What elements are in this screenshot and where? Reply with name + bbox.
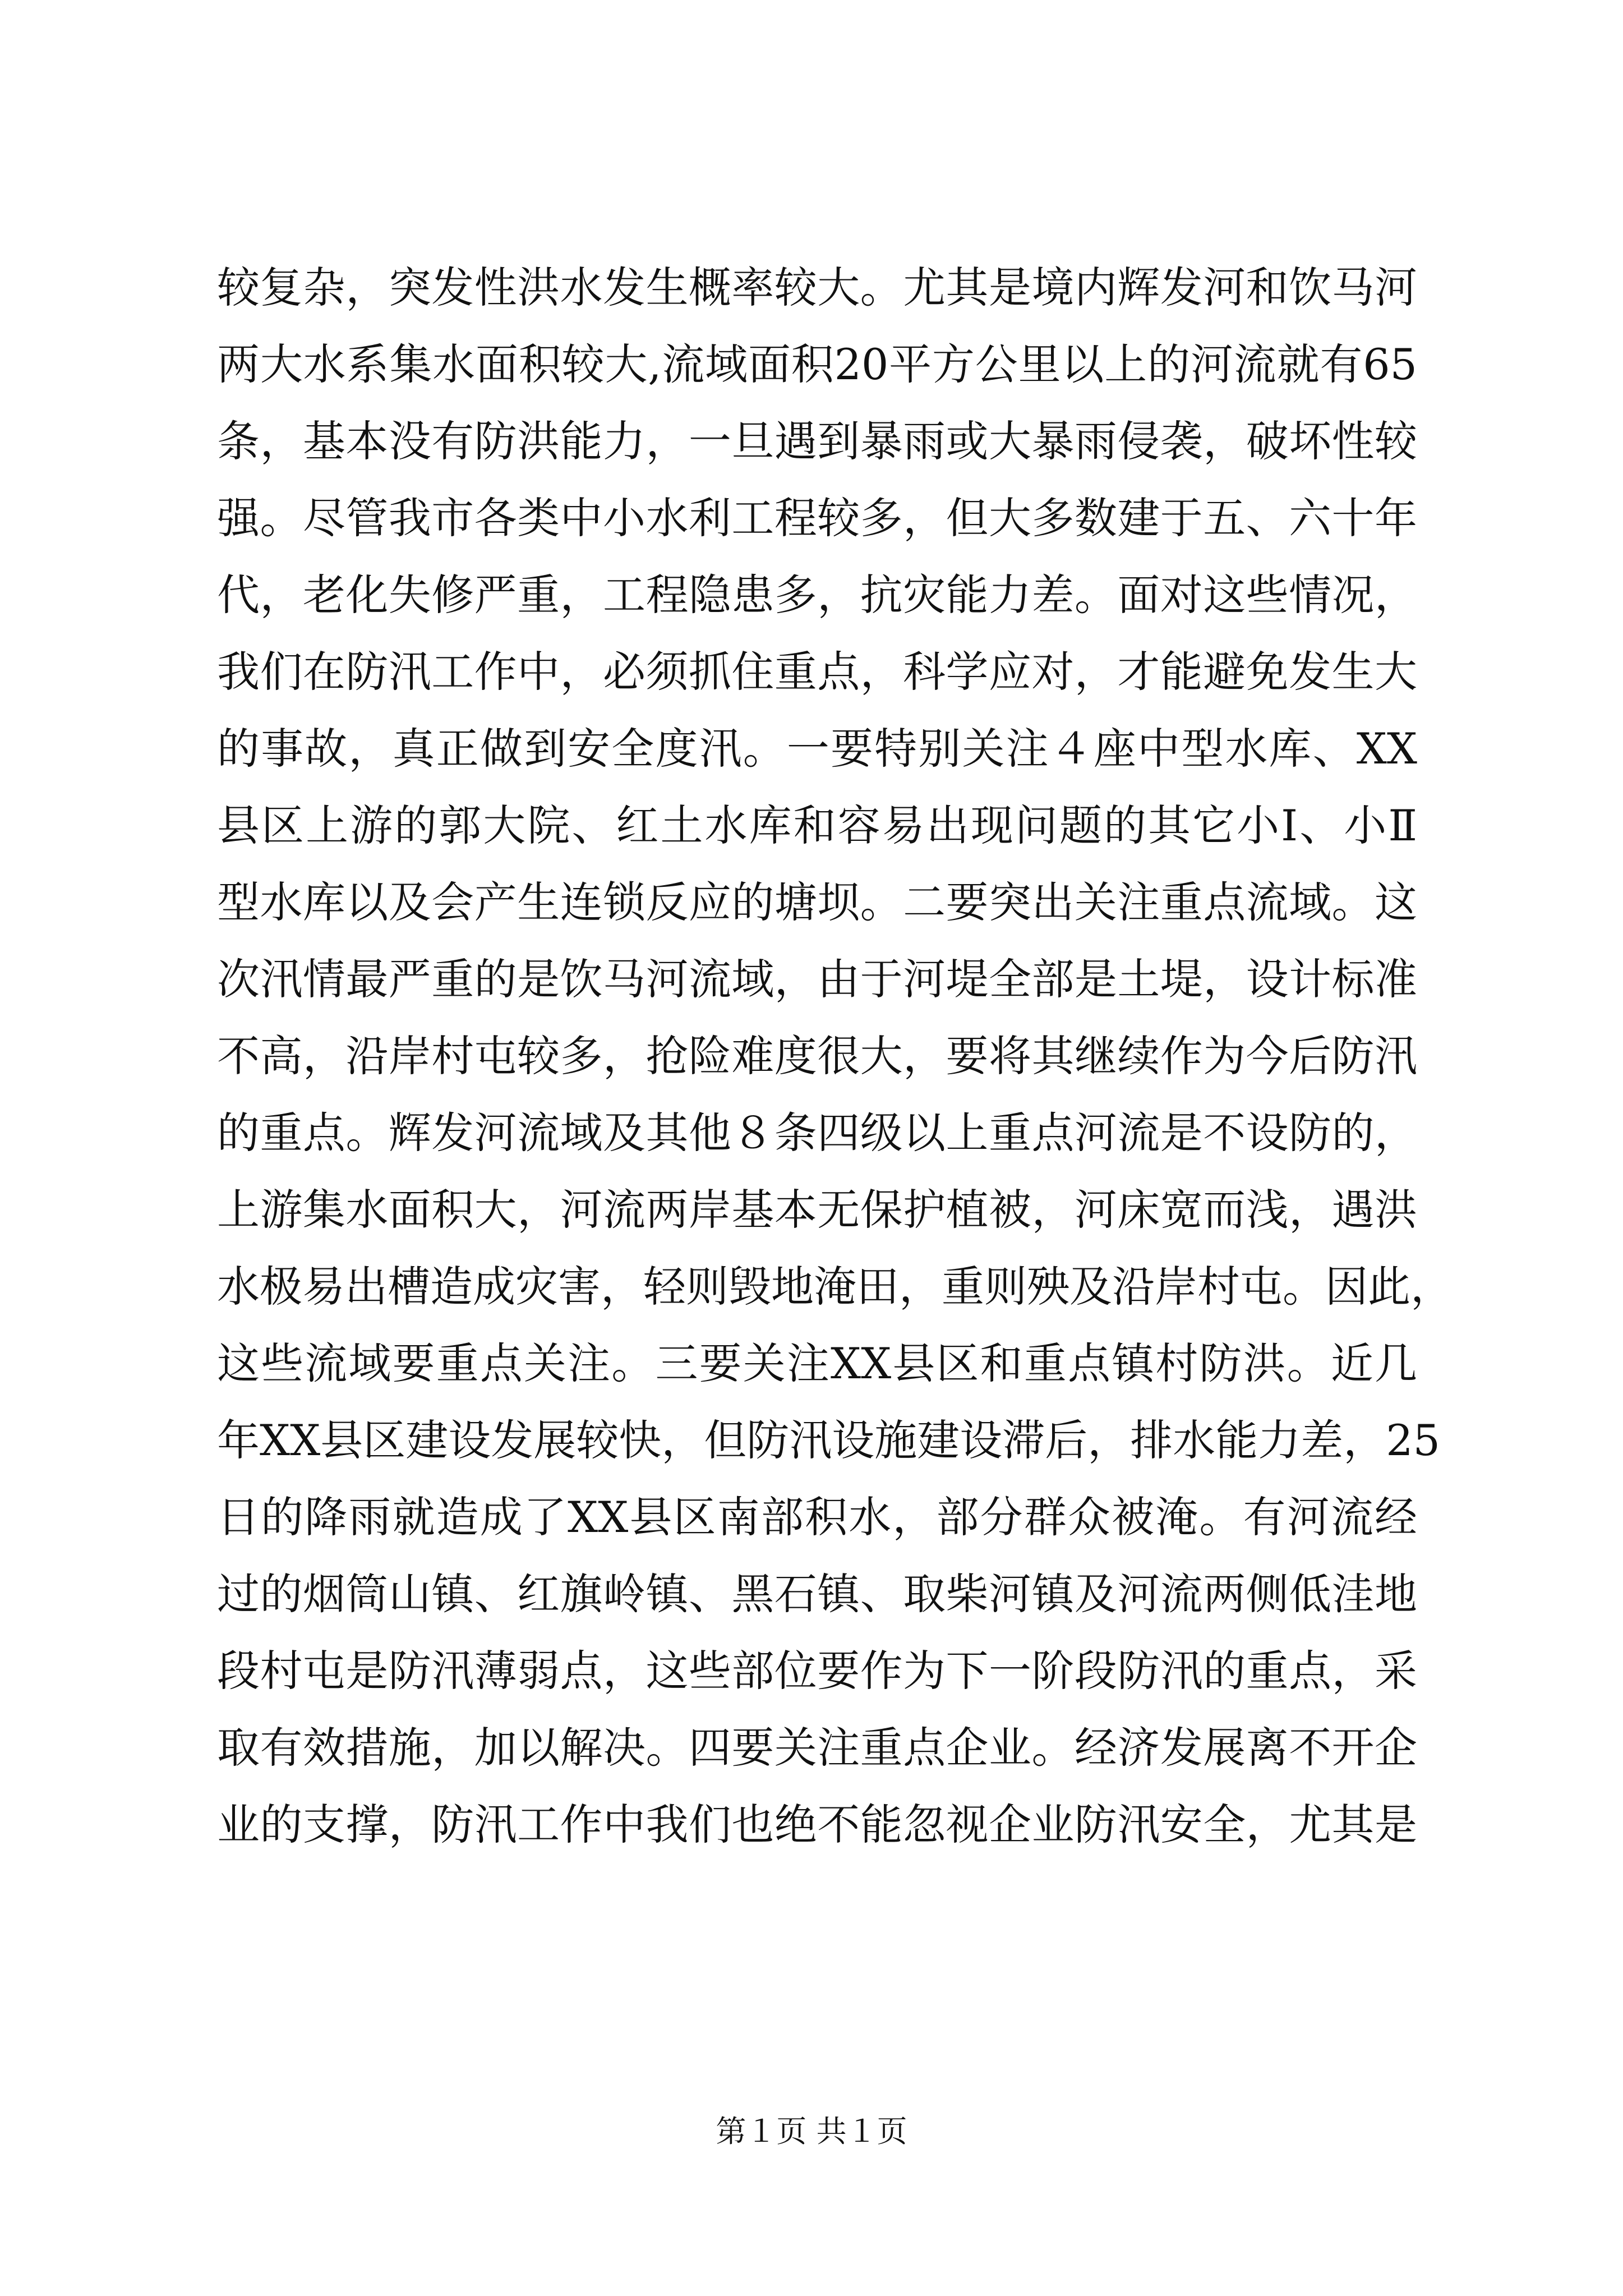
text-line: 的重点。辉发河流域及其他８条四级以上重点河流是不设防的， bbox=[217, 1108, 1417, 1158]
text-line: 段村屯是防汛薄弱点，这些部位要作为下一阶段防汛的重点，采 bbox=[217, 1646, 1417, 1696]
text-line: 型水库以及会产生连锁反应的塘坝。二要突出关注重点流域。这 bbox=[217, 877, 1417, 927]
text-line: 的事故，真正做到安全度汛。一要特别关注４座中型水库、XX bbox=[217, 724, 1417, 774]
text-line: 这些流域要重点关注。三要关注XX县区和重点镇村防洪。近几 bbox=[217, 1338, 1417, 1388]
text-line: 条，基本没有防洪能力，一旦遇到暴雨或大暴雨侵袭，破坏性较 bbox=[217, 416, 1417, 466]
text-line: 代，老化失修严重，工程隐患多，抗灾能力差。面对这些情况， bbox=[217, 570, 1417, 620]
text-line: 水极易出槽造成灾害，轻则毁地淹田，重则殃及沿岸村屯。因此， bbox=[217, 1262, 1453, 1312]
text-line: 过的烟筒山镇、红旗岭镇、黑石镇、取柴河镇及河流两侧低洼地 bbox=[217, 1569, 1417, 1619]
text-line: 次汛情最严重的是饮马河流域，由于河堤全部是土堤，设计标准 bbox=[217, 954, 1417, 1004]
body-paragraph bbox=[217, 249, 1453, 1863]
text-line: 较复杂，突发性洪水发生概率较大。尤其是境内辉发河和饮马河 bbox=[217, 263, 1417, 312]
text-line: 取有效措施，加以解决。四要关注重点企业。经济发展离不开企 bbox=[217, 1723, 1417, 1773]
text-line: 县区上游的郭大院、红土水库和容易出现问题的其它小Ⅰ、小Ⅱ bbox=[217, 800, 1417, 850]
text-line: 不高，沿岸村屯较多，抢险难度很大，要将其继续作为今后防汛 bbox=[217, 1031, 1417, 1081]
text-line: 两大水系集水面积较大,流域面积20平方公里以上的河流就有65 bbox=[217, 339, 1417, 389]
page-footer: 第１页 共１页 bbox=[716, 2114, 907, 2149]
text-line: 业的支撑，防汛工作中我们也绝不能忽视企业防汛安全，尤其是 bbox=[217, 1800, 1417, 1849]
text-line: 强。尽管我市各类中小水利工程较多，但大多数建于五、六十年 bbox=[217, 493, 1417, 543]
text-line: 年XX县区建设发展较快，但防汛设施建设滞后，排水能力差，25 bbox=[217, 1415, 1440, 1465]
text-line: 日的降雨就造成了XX县区南部积水，部分群众被淹。有河流经 bbox=[217, 1492, 1417, 1542]
text-line: 我们在防汛工作中，必须抓住重点，科学应对，才能避免发生大 bbox=[217, 647, 1417, 697]
text-line: 上游集水面积大，河流两岸基本无保护植被，河床宽而浅，遇洪 bbox=[217, 1185, 1417, 1235]
